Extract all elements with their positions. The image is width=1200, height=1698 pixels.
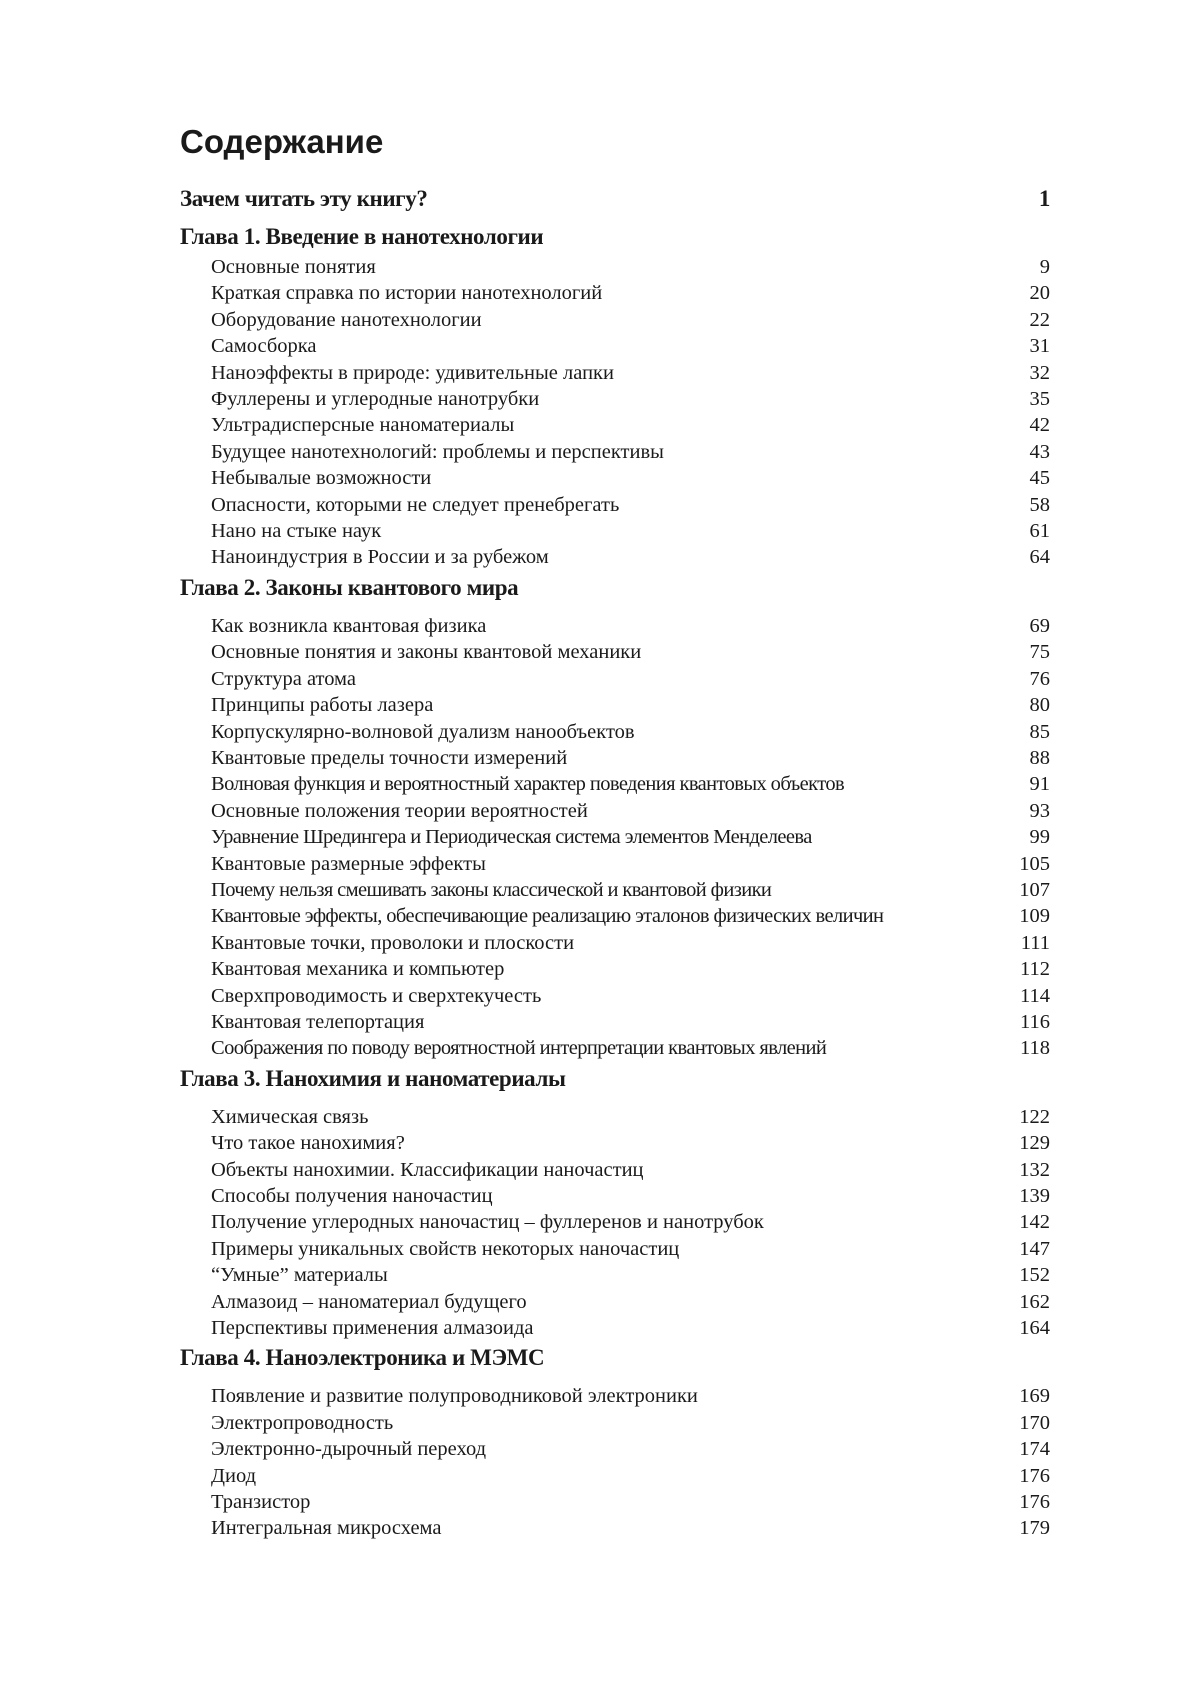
toc-entry-title: Появление и развитие полупроводниковой электроники	[211, 1385, 698, 1408]
toc-entry-title: Ультрадисперсные наноматериалы	[211, 414, 515, 437]
toc-entry-title: Самосборка	[211, 335, 317, 358]
toc-entry-title: Перспективы применения алмазоида	[211, 1317, 534, 1340]
toc-page-number: 80	[1029, 694, 1050, 717]
toc-page-number: 122	[1019, 1105, 1050, 1128]
toc-preface-entry[interactable]	[180, 182, 1050, 216]
toc-entry-title: Алмазоид – наноматериал будущего	[211, 1290, 527, 1313]
toc-entry-title: “Умные” материалы	[211, 1264, 388, 1287]
toc-entry[interactable]	[180, 1410, 1050, 1436]
toc-entry-title: Объекты нанохимии. Классификации наночастиц	[211, 1158, 644, 1181]
toc-entry-title: Фуллерены и углеродные нанотрубки	[211, 388, 540, 411]
toc-page-number: 111	[1020, 931, 1050, 954]
toc-entry-title: Оборудование нанотехнологии	[211, 308, 482, 331]
toc-entry[interactable]	[180, 771, 1050, 797]
toc-page-number: 129	[1019, 1132, 1050, 1155]
table-of-contents	[180, 182, 1050, 1542]
toc-entry-title: Диод	[211, 1464, 257, 1487]
toc-page-number: 139	[1019, 1185, 1050, 1207]
toc-entry[interactable]	[180, 465, 1050, 491]
toc-entry[interactable]	[180, 280, 1050, 306]
toc-entry[interactable]	[180, 824, 1050, 850]
toc-entry[interactable]	[180, 1289, 1050, 1315]
toc-entry[interactable]	[180, 983, 1050, 1009]
toc-page-number: 88	[1029, 746, 1050, 769]
toc-entry-title: Наноэффекты в природе: удивительные лапки	[211, 361, 614, 384]
toc-entry[interactable]	[180, 412, 1050, 438]
toc-entry[interactable]	[180, 1315, 1050, 1341]
toc-entry-title: Небывалые возможности	[211, 467, 432, 490]
toc-page-number: 132	[1019, 1158, 1050, 1181]
toc-entry-title: Что такое нанохимия?	[211, 1132, 405, 1155]
toc-entry[interactable]	[180, 254, 1050, 280]
toc-entry[interactable]	[180, 439, 1050, 465]
toc-page-number: 174	[1019, 1438, 1050, 1461]
toc-entry-title: Квантовая телепортация	[211, 1010, 425, 1033]
toc-entry[interactable]	[180, 1157, 1050, 1183]
toc-entry[interactable]	[180, 1035, 1050, 1061]
toc-page-number: 109	[1019, 905, 1050, 928]
toc-page-number: 169	[1019, 1385, 1050, 1408]
toc-page-number: 31	[1029, 335, 1050, 358]
toc-entry-title: Электропроводность	[211, 1411, 394, 1434]
toc-entry-title: Нано на стыке наук	[211, 520, 382, 543]
toc-entry-title: Соображения по поводу вероятностной интерпретации квантовых явлений	[211, 1037, 827, 1060]
toc-page-number: 35	[1029, 388, 1050, 411]
toc-entry-title: Квантовые эффекты, обеспечивающие реализацию эталонов физических величин	[211, 905, 884, 928]
toc-entry-title: Основные понятия и законы квантовой механики	[211, 641, 642, 664]
toc-page-number: 114	[1020, 984, 1050, 1007]
toc-entry-title: Получение углеродных наночастиц – фуллеренов и нанотрубок	[211, 1211, 764, 1234]
toc-page-number: 22	[1029, 308, 1050, 331]
toc-entry[interactable]	[180, 1183, 1050, 1209]
chapter-title: Глава 2. Законы квантового мира	[180, 574, 519, 600]
toc-entry[interactable]	[180, 692, 1050, 718]
toc-page-number: 162	[1019, 1290, 1050, 1313]
chapter-heading[interactable]	[180, 1062, 1050, 1096]
toc-entry-title: Основные понятия	[211, 256, 376, 278]
toc-page-number: 176	[1019, 1491, 1050, 1514]
toc-entry[interactable]	[180, 930, 1050, 956]
toc-entry[interactable]	[180, 307, 1050, 333]
toc-entry[interactable]	[180, 386, 1050, 412]
toc-page-number: 93	[1029, 799, 1050, 822]
toc-entry[interactable]	[180, 745, 1050, 771]
toc-entry-title: Наноиндустрия в России и за рубежом	[211, 546, 549, 569]
toc-page-number: 45	[1029, 467, 1050, 490]
toc-entry[interactable]	[180, 492, 1050, 518]
toc-page-number: 118	[1020, 1037, 1050, 1060]
toc-entry-title: Зачем читать эту книгу?	[180, 186, 428, 211]
toc-entry[interactable]	[180, 360, 1050, 386]
toc-entry-title: Квантовые пределы точности измерений	[211, 746, 568, 769]
toc-page-number: 152	[1019, 1264, 1050, 1287]
toc-entry[interactable]	[180, 1236, 1050, 1262]
toc-entry-title: Корпускулярно-волновой дуализм нанообъектов	[211, 720, 635, 743]
toc-entry-title: Основные положения теории вероятностей	[211, 799, 588, 822]
toc-entry-title: Структура атома	[211, 667, 356, 690]
toc-entry[interactable]	[180, 1262, 1050, 1288]
toc-page-number: 116	[1020, 1010, 1050, 1033]
chapter-title: Глава 3. Нанохимия и наноматериалы	[180, 1065, 566, 1091]
toc-page-number: 32	[1029, 361, 1050, 384]
toc-entry[interactable]	[180, 956, 1050, 982]
toc-entry-title: Транзистор	[211, 1491, 311, 1514]
toc-entry-title: Способы получения наночастиц	[211, 1185, 493, 1207]
toc-entry[interactable]	[180, 544, 1050, 570]
page-title: Содержание	[180, 123, 384, 160]
toc-entry[interactable]	[180, 1463, 1050, 1489]
toc-page-number: 112	[1020, 958, 1050, 981]
toc-entry-title: Принципы работы лазера	[211, 694, 434, 717]
toc-entry[interactable]	[180, 851, 1050, 877]
toc-page-number: 9	[1039, 256, 1050, 278]
toc-entry[interactable]	[180, 1209, 1050, 1235]
toc-entry-title: Краткая справка по истории нанотехнологий	[211, 282, 603, 305]
toc-entry[interactable]	[180, 877, 1050, 903]
toc-page-number: 176	[1019, 1464, 1050, 1487]
toc-page-number: 91	[1029, 773, 1050, 796]
toc-entry[interactable]	[180, 1130, 1050, 1156]
toc-page-number: 179	[1019, 1517, 1050, 1540]
toc-page-number: 170	[1019, 1411, 1050, 1434]
chapter-heading[interactable]	[180, 1341, 1050, 1375]
toc-entry[interactable]	[180, 639, 1050, 665]
toc-entry[interactable]	[180, 613, 1050, 639]
toc-entry[interactable]	[180, 1436, 1050, 1462]
chapter-heading[interactable]	[180, 571, 1050, 605]
toc-entry-title: Интегральная микросхема	[211, 1517, 442, 1540]
chapter-1	[180, 220, 1050, 571]
chapter-2	[180, 571, 1050, 1062]
toc-entry-title: Квантовая механика и компьютер	[211, 958, 505, 981]
toc-entry[interactable]	[180, 719, 1050, 745]
toc-page-number: 142	[1019, 1211, 1050, 1234]
toc-entry[interactable]	[180, 1515, 1050, 1541]
toc-entry[interactable]	[180, 1104, 1050, 1130]
toc-page-number: 43	[1029, 440, 1050, 463]
toc-page-number: 69	[1029, 614, 1050, 637]
toc-entry-title: Почему нельзя смешивать законы классической и квантовой физики	[211, 878, 772, 901]
toc-page-number: 61	[1029, 520, 1050, 543]
toc-entry[interactable]	[180, 1489, 1050, 1515]
toc-entry-title: Как возникла квантовая физика	[211, 614, 487, 637]
toc-entry-title: Будущее нанотехнологий: проблемы и перспективы	[211, 440, 664, 463]
toc-page-number: 75	[1029, 641, 1050, 664]
chapter-heading[interactable]	[180, 220, 1050, 254]
toc-entry-title: Квантовые размерные эффекты	[211, 852, 486, 875]
toc-page-number: 58	[1029, 493, 1050, 516]
toc-entry[interactable]	[180, 333, 1050, 359]
toc-page-number: 1	[1038, 186, 1050, 211]
chapter-title: Глава 4. Наноэлектроника и МЭМС	[180, 1345, 545, 1371]
toc-entry[interactable]	[180, 666, 1050, 692]
toc-entry-title: Квантовые точки, проволоки и плоскости	[211, 931, 575, 954]
toc-page-number: 42	[1029, 414, 1050, 437]
toc-page-number: 76	[1029, 667, 1050, 690]
toc-entry[interactable]	[180, 1383, 1050, 1409]
toc-entry-title: Химическая связь	[211, 1105, 369, 1128]
toc-page-number: 20	[1029, 282, 1050, 305]
toc-entry[interactable]	[180, 1009, 1050, 1035]
toc-page-number: 147	[1019, 1237, 1050, 1260]
toc-page-number: 64	[1029, 546, 1050, 569]
toc-entry[interactable]	[180, 518, 1050, 544]
chapter-title: Глава 1. Введение в нанотехнологии	[180, 224, 544, 249]
toc-entry-title: Уравнение Шредингера и Периодическая система элементов Менделеева	[211, 826, 812, 849]
toc-page-number: 164	[1019, 1317, 1050, 1340]
toc-page-number: 85	[1029, 720, 1050, 743]
toc-entry-title: Опасности, которыми не следует пренебрегать	[211, 493, 620, 516]
chapter-3	[180, 1062, 1050, 1342]
toc-entry-title: Сверхпроводимость и сверхтекучесть	[211, 984, 542, 1007]
toc-entry-title: Примеры уникальных свойств некоторых наночастиц	[211, 1237, 680, 1260]
toc-entry[interactable]	[180, 903, 1050, 929]
toc-page-number: 107	[1019, 878, 1050, 901]
toc-entry-title: Электронно-дырочный переход	[211, 1438, 487, 1461]
toc-page	[180, 120, 1050, 1542]
chapter-4	[180, 1341, 1050, 1541]
toc-page-number: 105	[1019, 852, 1050, 875]
toc-entry-title: Волновая функция и вероятностный характер поведения квантовых объектов	[211, 773, 845, 796]
toc-page-number: 99	[1029, 826, 1050, 849]
toc-entry[interactable]	[180, 798, 1050, 824]
